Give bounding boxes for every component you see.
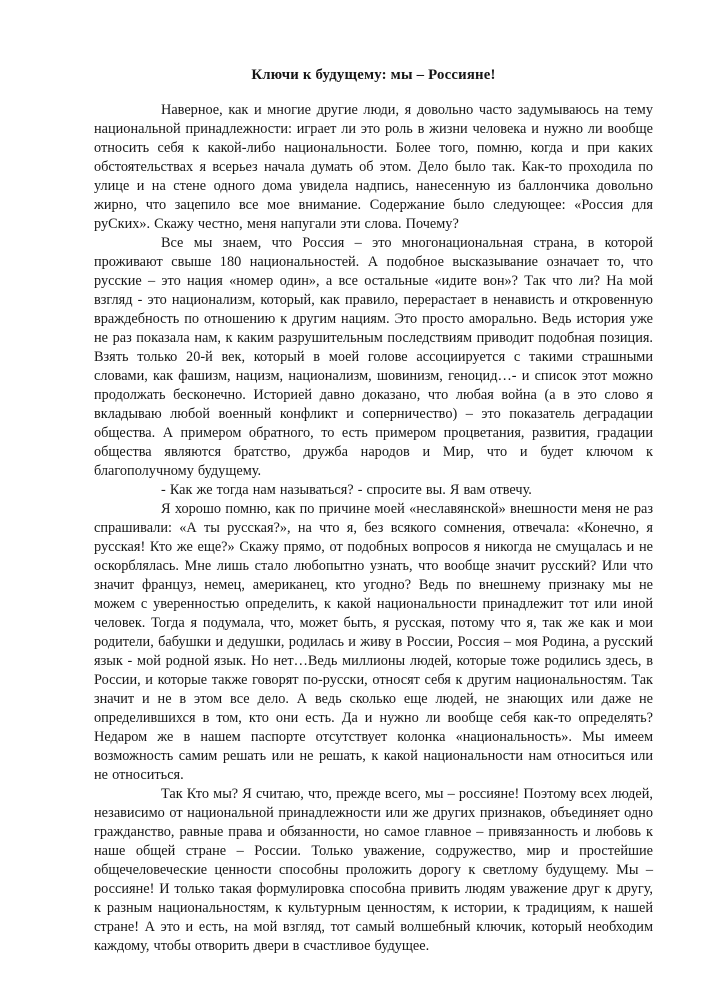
paragraph-identity: Я хорошо помню, как по причине моей «неславянской» внешности меня не раз спрашивали: «А ты русская?», на что я, без всякого сомнения, отвечала: «Конечно, я русская! Кто же еще?» Скажу прямо, от подобных вопросов я никогда не смущалась и не оскорблялась. Мне лишь стало любопытно узнать, что вообще значит русский? Или что значит француз, немец, американец, кто угодно? Ведь по внешнему признаку мы не можем с уверенностью определить, к какой национальности принадлежит тот или иной человек. Тогда я подумала, что, может быть, я русская, потому что я, так же как и мои родители, бабушки и дедушки, родилась и живу в России, Россия – моя Родина, а русский язык - мой родной язык. Но нет…Ведь миллионы людей, которые тоже родились здесь, в России, и которые также говорят по-русски, относят себя к другим национальностям. Так значит и не в этом все дело. А ведь сколько еще людей, не знающих или даже не определившихся в том, кто они есть. Да и нужно ли вообще себя как-то определять? Недаром же в нашем паспорте отсутствует колонка «национальность». Мы имеем возможность самим решать или не решать, к какой национальности нам относиться или не относиться. [94, 501, 653, 783]
paragraph-dialogue-line: - Как же тогда нам называться? - спросите вы. Я вам отвечу. [161, 482, 532, 498]
document-title: Ключи к будущему: мы – Россияне! [251, 67, 496, 83]
paragraph-intro: Наверное, как и многие другие люди, я довольно часто задумываюсь на тему национальной принадлежности: играет ли это роль в жизни человека и нужно ли вообще относить себя к какой-либо национальности. Более того, помню, когда и при каких обстоятельствах я всерьез начала думать об этом. Дело было так. Как-то проходила по улице и на стене одного дома увидела надпись, нанесенную из баллончика довольно жирно, что зацепило все мое внимание. Содержание было следующее: «Россия для руСких». Скажу честно, меня напугали эти слова. Почему? [94, 102, 653, 232]
paragraph-conclusion: Так Кто мы? Я считаю, что, прежде всего, мы – россияне! Поэтому всех людей, независимо от национальной принадлежности или же других признаков, объединяет одно гражданство, равные права и обязанности, но самое главное – привязанность и любовь к наше общей стране – России. Только уважение, содружество, мир и простейшие общечеловеческие ценности способны проложить дорогу к светлому будущему. Мы – россияне! И только такая формулировка способна привить людям уважение друг к другу, к разным национальностям, к культурным ценностям, к истории, к традициям, к нашей стране! А это и есть, на мой взгляд, тот самый волшебный ключик, который необходим каждому, чтобы отворить двери в счастливое будущее. [94, 786, 653, 954]
paragraph-multinational: Все мы знаем, что Россия – это многонациональная страна, в которой проживают свыше 180 национальностей. А подобное высказывание означает то, что русские – это нация «номер один», а все остальные «идите вон»? Так что ли? На мой взгляд - это национализм, который, как правило, перерастает в ненависть и откровенную враждебность по отношению к другим нациям. Это просто аморально. Ведь история уже не раз показала нам, к каким разрушительным последствиям приводит подобная позиция. Взять только 20-й век, который в моей голове ассоциируется с такими страшными словами, как фашизм, нацизм, национализм, шовинизм, геноцид…- и список этот можно продолжать бесконечно. Историей давно доказано, что любая война (а в это слово я вкладываю любой военный конфликт и соперничество) – это показатель деградации общества. А примером обратного, то есть примером процветания, развития, градации общества являются братство, дружба народов и Мир, что и будет ключом к благополучному будущему. [94, 235, 653, 479]
